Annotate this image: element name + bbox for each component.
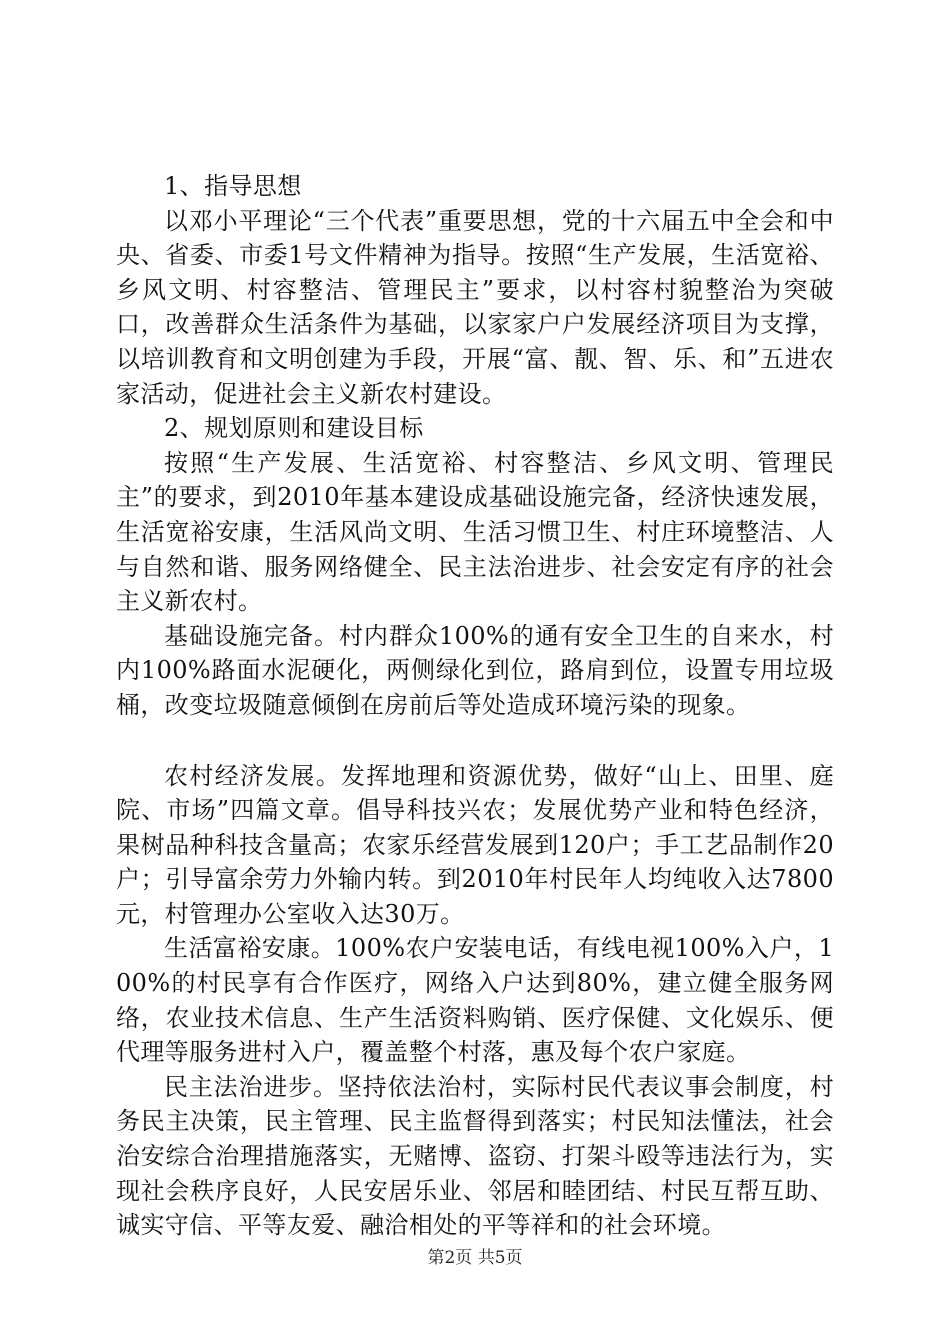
paragraph-prosperous-life: 生活富裕安康。100%农户安装电话，有线电视100%入户，100%的村民享有合作医疗，网络入户达到80%，建立健全服务网络，农业技术信息、生产生活资料购销、医疗保健、文化娱乐、便代理等服务进村入户，覆盖整个村落，惠及每个农户家庭。: [116, 934, 834, 1067]
paragraph-democracy-rule-of-law: 民主法治进步。坚持依法治村，实际村民代表议事会制度，村务民主决策，民主管理、民主监督得到落实；村民知法懂法，社会治安综合治理措施落实，无赌博、盗窃、打架斗殴等违法行为，实现社会秩序良好，人民安居乐业、邻居和睦团结、村民互帮互助、诚实守信、平等友爱、融洽相处的平等祥和的社会环境。: [116, 1072, 834, 1240]
paragraph-planning-goals: 按照“生产发展、生活宽裕、村容整洁、乡风文明、管理民主”的要求，到2010年基本建设成基础设施完备，经济快速发展，生活宽裕安康，生活风尚文明、生活习惯卫生、村庄环境整洁、人与自然和谐、服务网络健全、民主法治进步、社会安定有序的社会主义新农村。: [116, 448, 834, 616]
page-number-footer: 第2页 共5页: [427, 1248, 523, 1268]
section-heading-guiding-ideology: 1、指导思想: [164, 172, 302, 200]
paragraph-spacer: [116, 723, 834, 759]
paragraph-infrastructure: 基础设施完备。村内群众100%的通有安全卫生的自来水，村内100%路面水泥硬化，两侧绿化到位，路肩到位，设置专用垃圾桶，改变垃圾随意倾倒在房前后等处造成环境污染的现象。: [116, 621, 834, 719]
document-body: [116, 169, 834, 1243]
section-heading-planning-principles: 2、规划原则和建设目标: [164, 414, 424, 443]
paragraph-rural-economy: 农村经济发展。发挥地理和资源优势，做好“山上、田里、庭院、市场”四篇文章。倡导科技兴农；发展优势产业和特色经济，果树品种科技含量高；农家乐经营发展到120户；手工艺品制作20户；引导富余劳力外输内转。到2010年村民年人均纯收入达7800元，村管理办公室收入达30万。: [116, 761, 834, 928]
paragraph-guiding-ideology: 以邓小平理论“三个代表”重要思想，党的十六届五中全会和中央、省委、市委1号文件精神为指导。按照“生产发展，生活宽裕、乡风文明、村容整洁、管理民主”要求，以村容村貌整治为突破口，改善群众生活条件为基础，以家家户户发展经济项目为支撑，以培训教育和文明创建为手段，开展“富、靓、智、乐、和”五进农家活动，促进社会主义新农村建设。: [116, 206, 834, 408]
